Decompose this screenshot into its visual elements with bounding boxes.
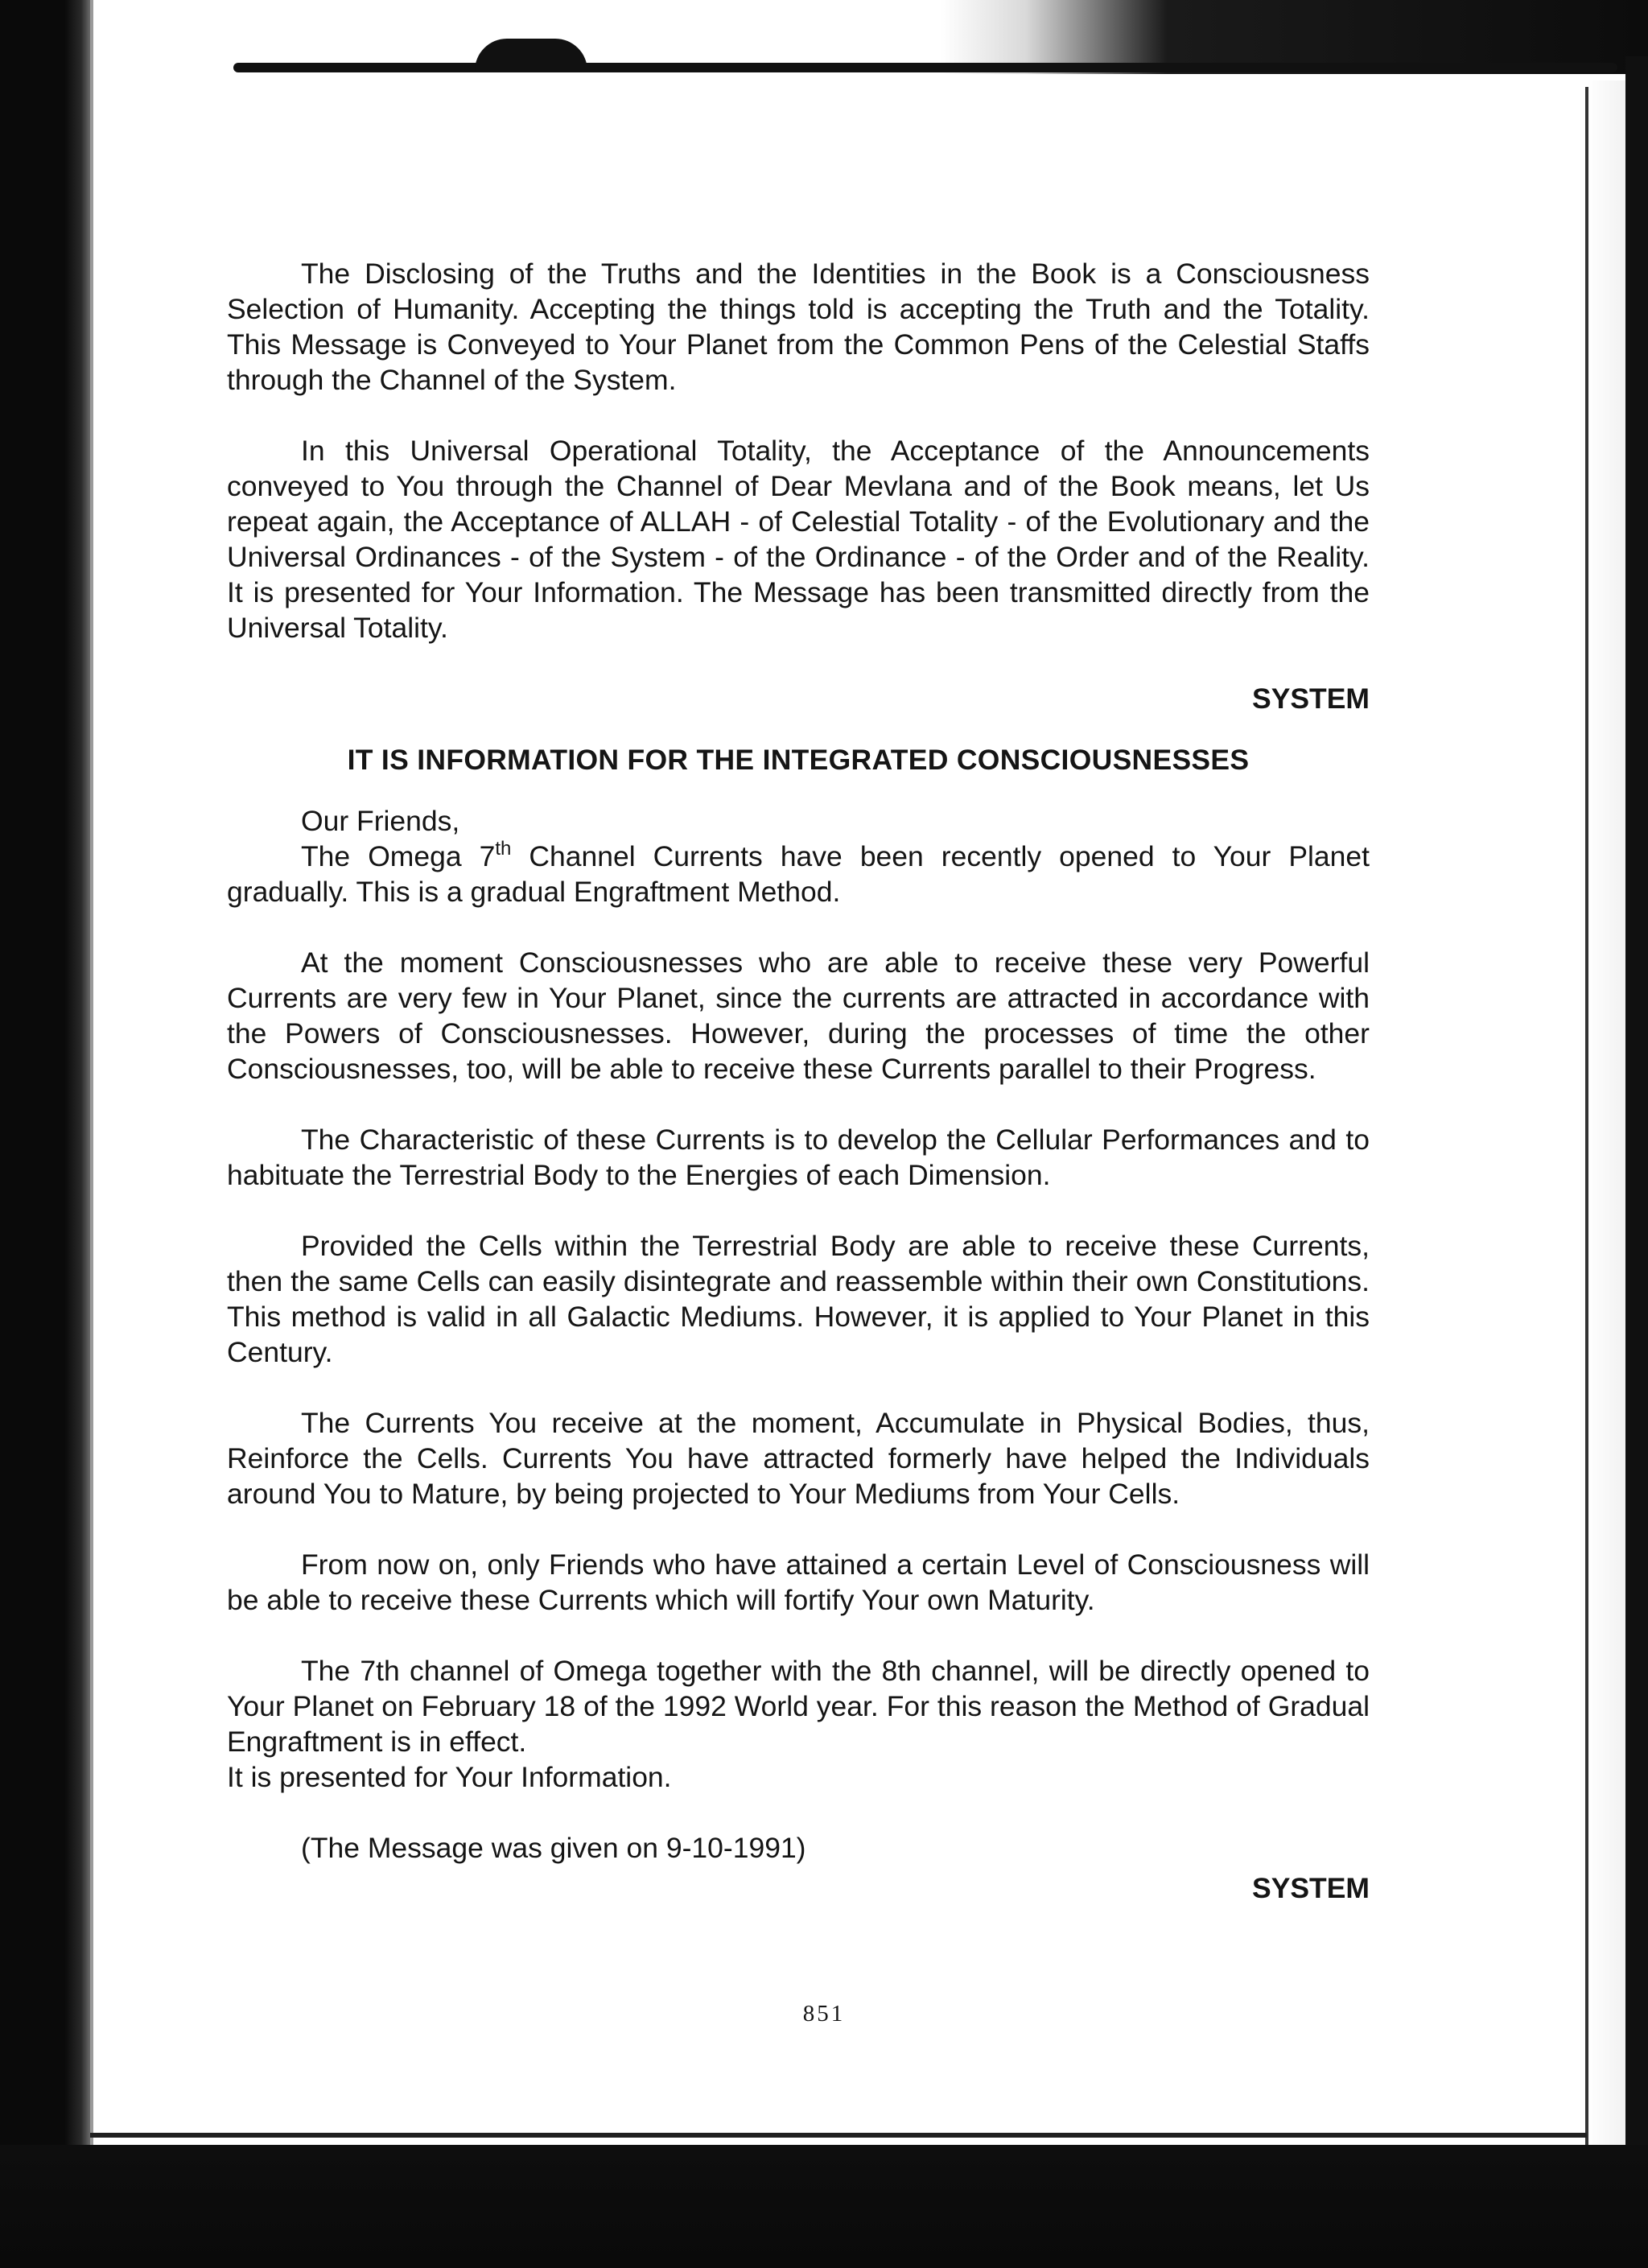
omega-paragraph	[227, 839, 1370, 909]
intro-paragraph-2: In this Universal Operational Totality, the Acceptance of the Announcements conveyed to You through the Channel of Dear Mevlana and of the Book means, let Us repeat again, the Acceptance of ALLAH - of Celestial Totality - of the Evolutionary and the Universal Ordinances - of the System - of the Ordinance - of the Order and of the Reality. It is presented for Your Information. The Message has been transmitted directly from the Universal Totality.	[227, 435, 1370, 644]
omega-superscript: th	[495, 838, 512, 860]
message-date: (The Message was given on 9-10-1991)	[301, 1832, 806, 1864]
body-paragraph-3: Provided the Cells within the Terrestrial Body are able to receive these Currents, then the same Cells can easily disintegrate and reassemble within their own Constitutions. This method is valid in all Galactic Mediums. However, it is applied to Your Planet in this Century.	[227, 1230, 1370, 1368]
body-paragraph-2: The Characteristic of these Currents is to develop the Cellular Performances and to habituate the Terrestrial Body to the Energies of each Dimension.	[227, 1124, 1370, 1191]
page-number: 851	[802, 2001, 846, 2027]
scan-bottom-edge	[0, 2145, 1648, 2268]
greeting: Our Friends,	[301, 805, 460, 837]
scan-top-edge	[0, 0, 1648, 85]
signature-system-2: SYSTEM	[1252, 1872, 1370, 1904]
body-paragraph-5: From now on, only Friends who have attained a certain Level of Consciousness will be able to receive these Currents which will fortify Your own Maturity.	[227, 1548, 1370, 1616]
section-heading: IT IS INFORMATION FOR THE INTEGRATED CONSCIOUSNESSES	[347, 744, 1250, 776]
body-paragraph-6: The 7th channel of Omega together with the 8th channel, will be directly opened to Your Planet on February 18 of the 1992 World year. For this reason the Method of Gradual Engraftment is in effect.	[227, 1655, 1370, 1758]
scan-left-edge	[0, 0, 90, 2268]
omega-text-before: The Omega 7	[301, 840, 496, 872]
closing-line: It is presented for Your Information.	[227, 1761, 672, 1793]
body-paragraph-1: At the moment Consciousnesses who are able to receive these very Powerful Currents are very few in Your Planet, since the currents are attracted in accordance with the Powers of Consciousnesses. However, during the processes of time the other Consciousnesses, too, will be able to receive these Currents parallel to their Progress.	[227, 946, 1370, 1085]
signature-system-1: SYSTEM	[1252, 682, 1370, 715]
scan-top-line	[233, 63, 1617, 72]
scan-top-bump	[475, 39, 587, 71]
scan-right-outer-edge	[1625, 56, 1648, 2268]
scan-left-inner-edge	[90, 0, 93, 2268]
omega-text-after: Channel Currents have been recently opened to Your Planet gradually. This is a gradual Engraftment Method.	[227, 840, 1370, 908]
body-paragraph-4: The Currents You receive at the moment, Accumulate in Physical Bodies, thus, Reinforce the Cells. Currents You have attracted formerly have helped the Individuals around You to Mature, by being projected to Your Mediums from Your Cells.	[227, 1407, 1370, 1510]
intro-paragraph-1: The Disclosing of the Truths and the Identities in the Book is a Consciousness Selection of Humanity. Accepting the things told is accepting the Truth and the Totality. This Message is Conveyed to Your Planet from the Common Pens of the Celestial Staffs through the Channel of the System.	[227, 258, 1370, 396]
page-body	[227, 256, 1370, 1906]
scan-right-edge-line	[1585, 87, 1588, 2220]
scan-bottom-line	[90, 2133, 1587, 2138]
